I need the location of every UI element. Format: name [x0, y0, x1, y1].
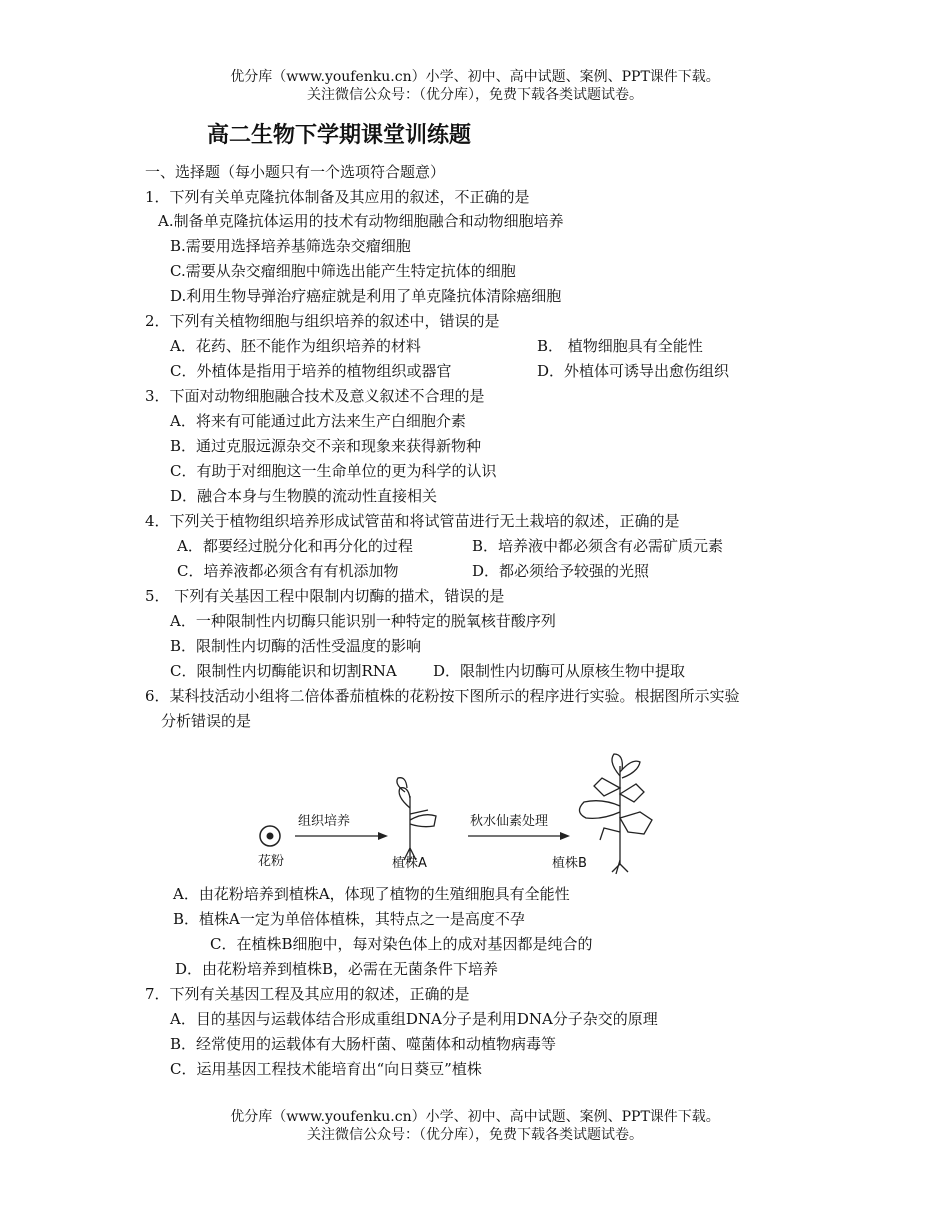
page-header: [0, 68, 950, 104]
figure-label-step2: 秋水仙素处理: [470, 814, 549, 829]
q4-option-a: A．都要经过脱分化和再分化的过程: [177, 537, 413, 555]
q3-option-b: B．通过克服远源杂交不亲和现象来获得新物种: [170, 437, 482, 455]
q4-stem: 4．下列关于植物组织培养形成试管苗和将试管苗进行无土栽培的叙述，正确的是: [145, 512, 680, 530]
footer-line-1: 优分库（www.youfenku.cn）小学、初中、高中试题、案例、PPT课件下载。: [230, 1109, 720, 1125]
q6-option-d: D．由花粉培养到植株B，必需在无菌条件下培养: [175, 960, 499, 978]
arrow-1-icon: [295, 832, 388, 840]
q4-option-c: C．培养液都必须含有有机添加物: [177, 562, 399, 580]
header-line-2: 关注微信公众号：（优分库），免费下载各类试题试卷。: [307, 87, 643, 103]
footer-line-2: 关注微信公众号：（优分库），免费下载各类试题试卷。: [307, 1127, 643, 1143]
q6-stem-line-1: 6．某科技活动小组将二倍体番茄植株的花粉按下图所示的程序进行实验。根据图所示实验: [145, 687, 740, 705]
q4-option-b: B．培养液中都必须含有必需矿质元素: [472, 537, 724, 555]
q2-option-c: C．外植体是指用于培养的植物组织或器官: [170, 362, 452, 380]
experiment-figure: [240, 748, 680, 878]
q6-stem-line-2: 分析错误的是: [161, 712, 252, 730]
q1-option-d: D.利用生物导弹治疗癌症就是利用了单克隆抗体清除癌细胞: [170, 287, 562, 305]
q5-stem: 5． 下列有关基因工程中限制内切酶的描术，错误的是: [145, 587, 505, 605]
q1-option-c: C.需要从杂交瘤细胞中筛选出能产生特定抗体的细胞: [170, 262, 516, 280]
q7-option-a: A．目的基因与运载体结合形成重组DNA分子是利用DNA分子杂交的原理: [170, 1010, 658, 1028]
page-title: 高二生物下学期课堂训练题: [207, 123, 472, 148]
q5-option-c: C．限制性内切酶能识和切割RNA: [170, 662, 397, 680]
q7-stem: 7．下列有关基因工程及其应用的叙述，正确的是: [145, 985, 470, 1003]
plant-b-icon: [579, 754, 652, 874]
figure-label-plant-a: 植株A: [392, 856, 427, 871]
q2-option-d: D．外植体可诱导出愈伤组织: [537, 362, 730, 380]
figure-label-step1: 组织培养: [298, 814, 351, 829]
plant-a-icon: [397, 778, 436, 862]
q3-option-a: A．将来有可能通过此方法来生产白细胞介素: [170, 412, 466, 430]
header-line-1: 优分库（www.youfenku.cn）小学、初中、高中试题、案例、PPT课件下载。: [230, 69, 720, 85]
q1-stem: 1．下列有关单克隆抗体制备及其应用的叙述，不正确的是: [145, 188, 530, 206]
q3-option-d: D．融合本身与生物膜的流动性直接相关: [170, 487, 438, 505]
section-heading: 一、选择题（每小题只有一个选项符合题意）: [145, 163, 446, 181]
q7-option-b: B．经常使用的运载体有大肠杆菌、噬菌体和动植物病毒等: [170, 1035, 557, 1053]
q2-option-a: A．花药、胚不能作为组织培养的材料: [170, 337, 421, 355]
q4-option-d: D．都必须给予较强的光照: [472, 562, 650, 580]
q2-option-b: B． 植物细胞具有全能性: [537, 337, 703, 355]
q5-option-b: B．限制性内切酶的活性受温度的影响: [170, 637, 422, 655]
q7-option-c: C．运用基因工程技术能培育出“向日葵豆”植株: [170, 1060, 482, 1078]
q3-option-c: C．有助于对细胞这一生命单位的更为科学的认识: [170, 462, 497, 480]
q2-stem: 2．下列有关植物细胞与组织培养的叙述中，错误的是: [145, 312, 500, 330]
q5-option-d: D．限制性内切酶可从原核生物中提取: [433, 662, 686, 680]
q1-option-a: A.制备单克隆抗体运用的技术有动物细胞融合和动物细胞培养: [158, 212, 564, 230]
q6-option-b: B．植株A一定为单倍体植株，其特点之一是高度不孕: [173, 910, 525, 928]
figure-label-plant-b: 植株B: [552, 856, 587, 871]
q1-option-b: B.需要用选择培养基筛选杂交瘤细胞: [170, 237, 411, 255]
arrow-2-icon: [468, 832, 570, 840]
figure-label-pollen: 花粉: [258, 854, 285, 869]
q5-option-a: A．一种限制性内切酶只能识别一种特定的脱氧核苷酸序列: [170, 612, 556, 630]
page-footer: [0, 1108, 950, 1144]
pollen-icon: [260, 826, 280, 846]
q3-stem: 3．下面对动物细胞融合技术及意义叙述不合理的是: [145, 387, 485, 405]
q6-option-a: A．由花粉培养到植株A，体现了植物的生殖细胞具有全能性: [173, 885, 570, 903]
q6-option-c: C．在植株B细胞中，每对染色体上的成对基因都是纯合的: [210, 935, 593, 953]
